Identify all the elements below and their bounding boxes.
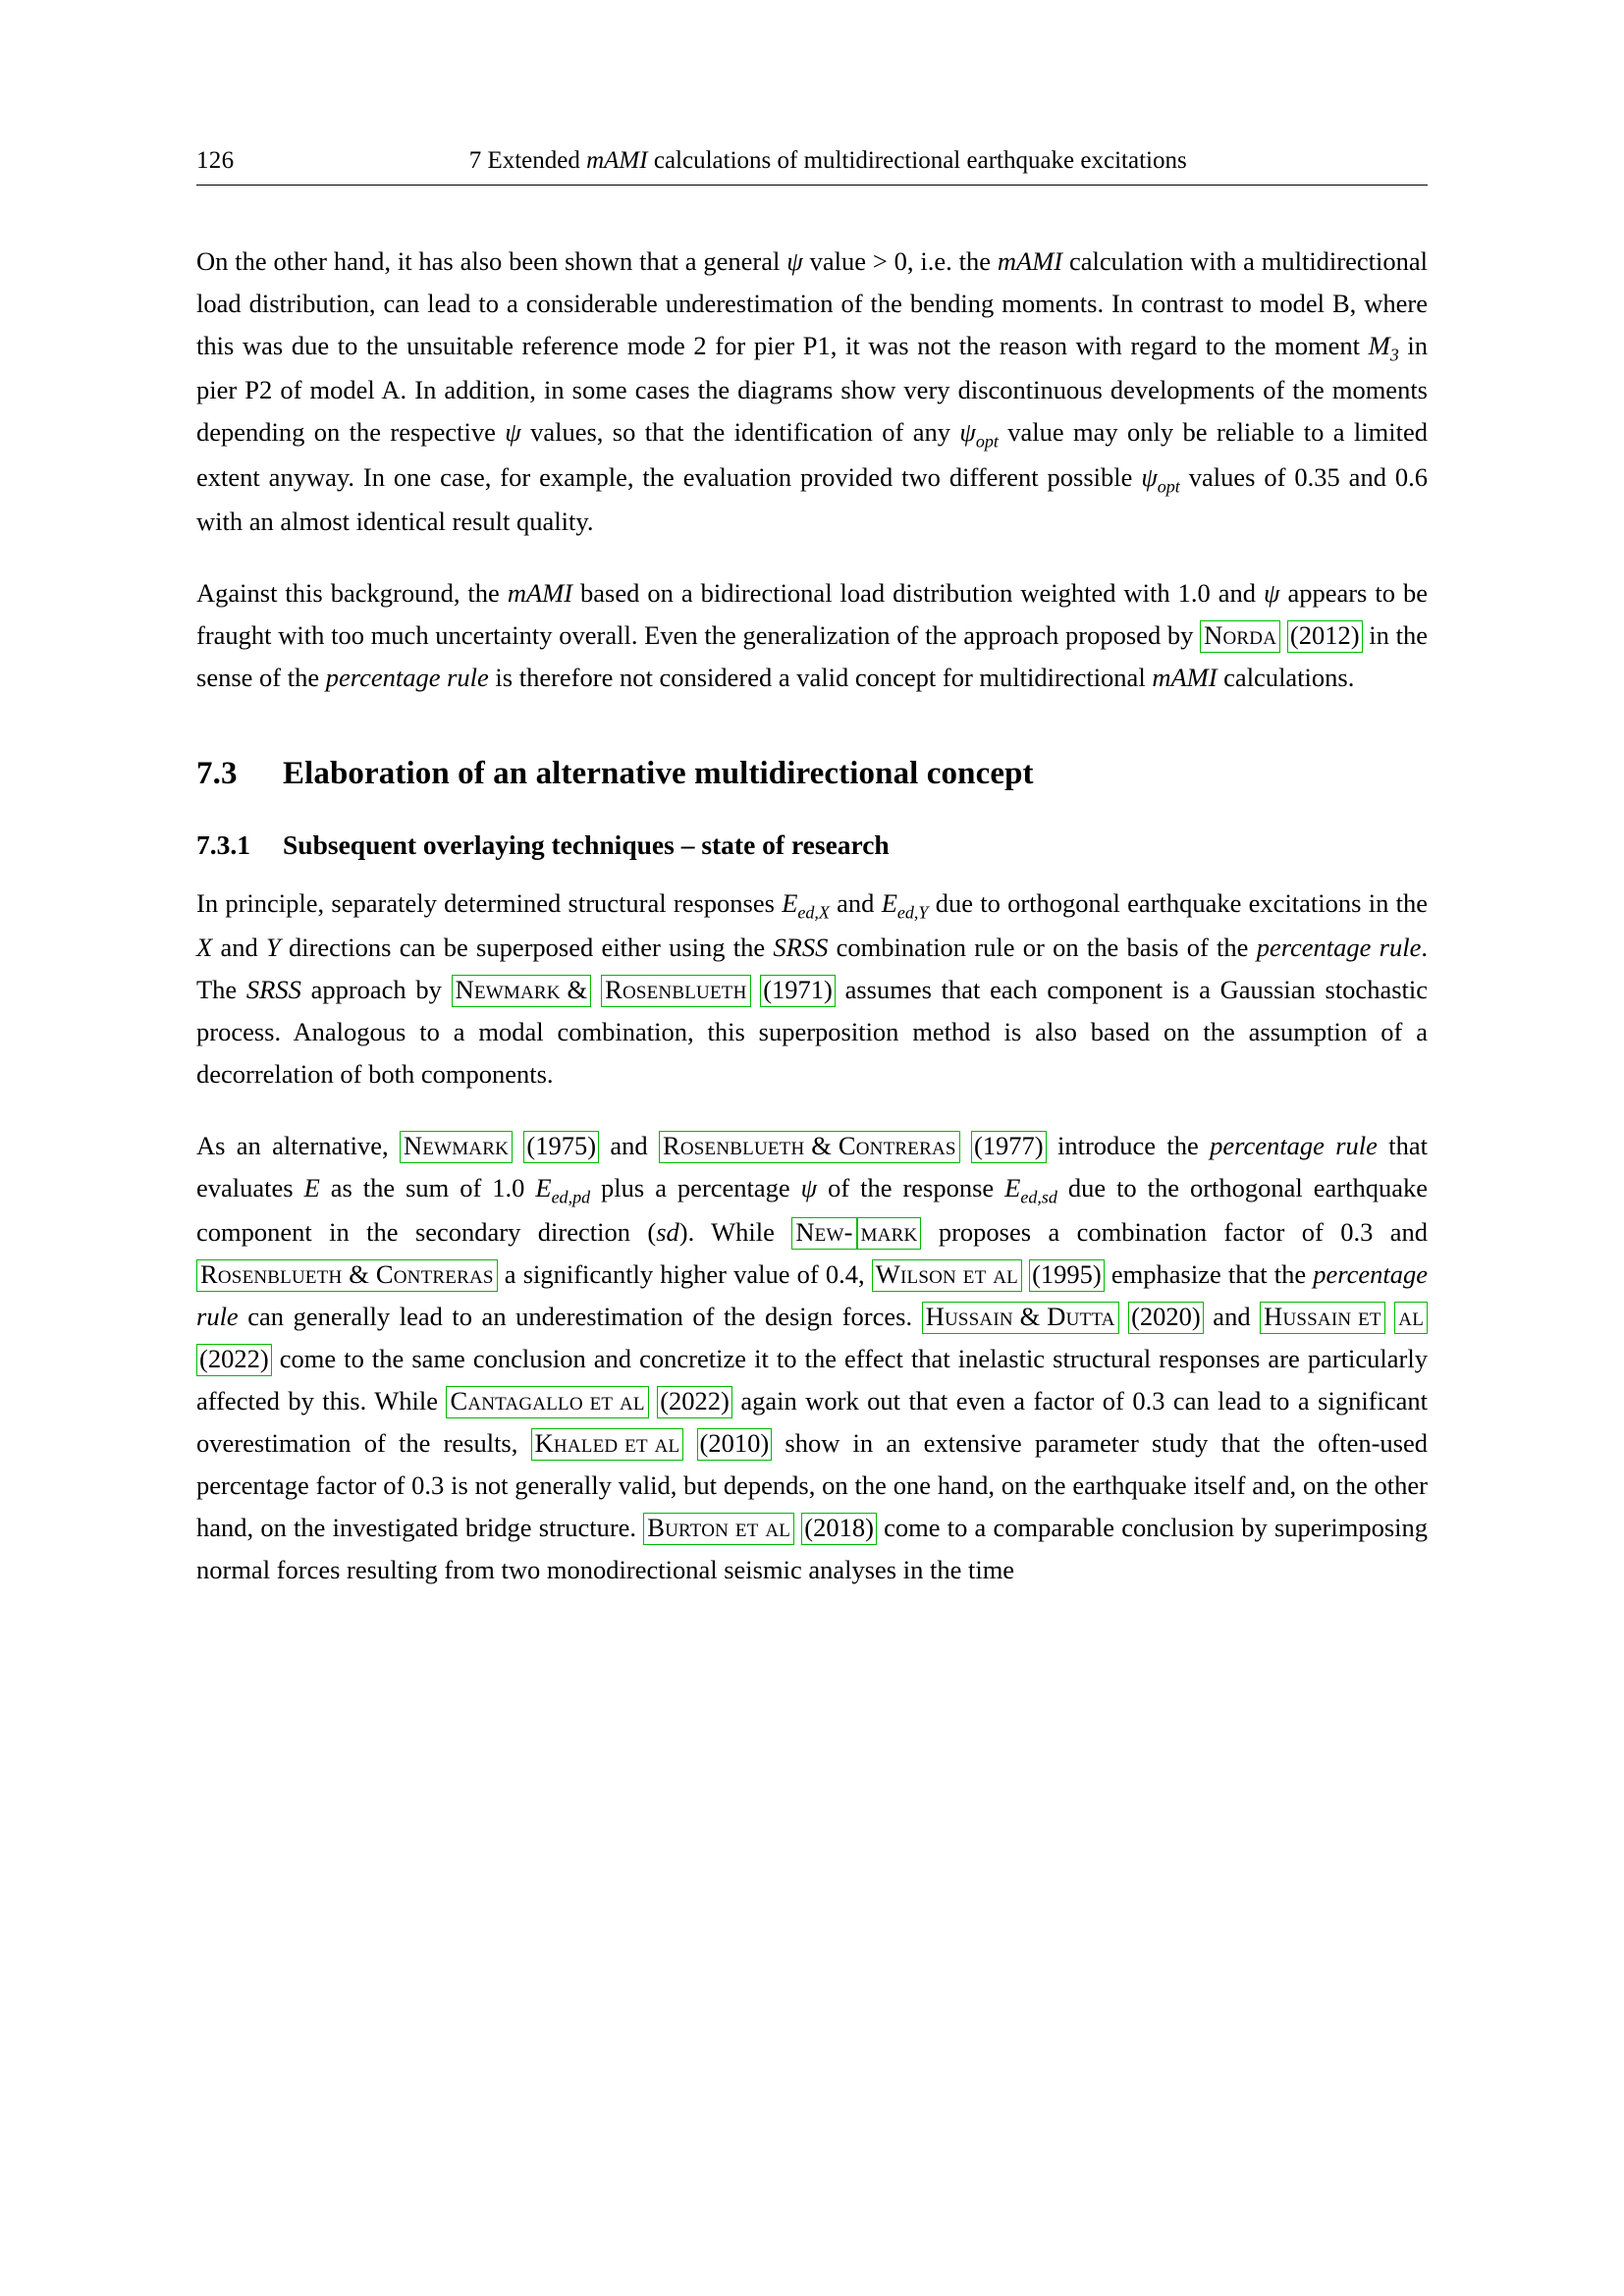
text-run: Against this background, the — [196, 578, 508, 609]
text-run: combination rule or on the basis of the — [828, 933, 1257, 963]
text-run: value may only be reliable to a limited extent anyway. In one case, for example, the evaluation provided two different possible — [196, 417, 1428, 492]
text-run: and — [599, 1131, 659, 1161]
citation-link-hussain-dutta[interactable]: Hussain & Dutta — [922, 1302, 1119, 1334]
math-m: M — [1368, 330, 1390, 360]
citation-link-khaled[interactable]: Khaled et al — [531, 1428, 684, 1461]
term-percentage-rule: percentage rule — [1210, 1131, 1378, 1161]
text-run: as the sum of 1.0 — [319, 1172, 536, 1202]
text-run: directions can be superposed either using the — [280, 933, 774, 963]
text-run: calculation with a multidirectional load distribution, can lead to a considerable underestimation of the bending moments. In contrast to model B, where this was due to the unsuitable reference mode 2 for pier P1, it was not the reason with regard to the moment — [196, 246, 1428, 360]
citation-year-2022[interactable]: (2022) — [196, 1344, 272, 1376]
text-run: emphasize that the — [1104, 1259, 1314, 1290]
math-psi-opt — [959, 417, 999, 452]
text-run: show in an extensive parameter study that the often-used percentage factor of 0.3 is not generally valid, but depends, on the one hand, on the earthquake itself and, on the other hand, on the investigated bridge structure. — [196, 1428, 1429, 1542]
math-psi-sub: opt — [975, 431, 999, 452]
text-run: . The — [196, 933, 1428, 1005]
paragraph-1 — [196, 240, 1428, 543]
citation-year-1975[interactable]: (1975) — [523, 1131, 599, 1163]
math-e-sub: ed,pd — [551, 1187, 591, 1207]
text-run: that evaluates — [196, 1131, 1428, 1202]
math-e-sub: ed,sd — [1020, 1187, 1057, 1207]
text-run: On the other hand, it has also been shown that a general — [196, 246, 787, 276]
math-mami: mAMI — [1152, 662, 1218, 692]
subsection-title: Subsequent overlaying techniques – state of research — [283, 828, 890, 860]
text-run: values of 0.35 and 0.6 with an almost identical result quality. — [196, 461, 1428, 537]
citation-year-2010[interactable]: (2010) — [697, 1428, 773, 1461]
math-e-sub: ed,Y — [896, 902, 929, 923]
text-run: approach by — [300, 975, 452, 1005]
text-run: introduce the — [1046, 1131, 1211, 1161]
text-run: due to orthogonal earthquake excitations in the — [928, 887, 1428, 918]
text-run: value > 0, i.e. the — [802, 246, 998, 276]
paragraph-4 — [196, 1125, 1428, 1591]
math-mami: mAMI — [507, 578, 573, 609]
paragraph-2 — [196, 572, 1428, 699]
term-srss: SRSS — [245, 975, 301, 1005]
term-percentage-rule: percentage rule — [196, 1259, 1428, 1332]
text-run: As an alternative, — [196, 1131, 400, 1161]
text-run: come to the same conclusion and concretize it to the effect that inelastic structural responses are particularly affected by this. While — [196, 1344, 1428, 1416]
term-percentage-rule: percentage rule — [325, 662, 489, 692]
citation-link-newmark-2[interactable]: New- — [791, 1217, 856, 1250]
math-psi: ψ — [1263, 578, 1280, 609]
text-run: due to the orthogonal earthquake component in the secondary direction ( — [196, 1172, 1428, 1248]
text-run: assumes that each component is a Gaussian stochastic process. Analogous to a modal combination, this superposition method is also based on the assumption of a decorrelation of both components. — [196, 975, 1429, 1090]
math-psi: ψ — [800, 1172, 818, 1202]
math-psi: ψ — [505, 417, 521, 448]
math-e: E — [303, 1172, 320, 1202]
math-psi-sub: opt — [1157, 476, 1180, 496]
citation-year-2012[interactable]: (2012) — [1287, 620, 1363, 653]
citation-link-norda[interactable]: Norda — [1200, 620, 1280, 653]
text-run: again work out that even a factor of 0.3 can lead to a significant overestimation of the results, — [196, 1386, 1429, 1459]
text-run: and — [1203, 1302, 1261, 1332]
text-run: calculations. — [1217, 662, 1355, 692]
math-psi-opt — [1141, 461, 1180, 496]
math-eedsd — [1004, 1172, 1057, 1207]
paragraph-3 — [196, 882, 1428, 1095]
math-y: Y — [265, 933, 281, 963]
text-run: come to a comparable conclusion by superimposing normal forces resulting from two monodirectional seismic analyses in the time — [196, 1512, 1428, 1584]
math-psi: ψ — [786, 246, 803, 276]
math-e-sub: ed,X — [797, 902, 830, 923]
citation-link-cantagallo[interactable]: Cantagallo et al — [446, 1386, 648, 1418]
math-eedy — [881, 887, 929, 923]
subsection-number: 7.3.1 — [196, 828, 250, 860]
text-run: plus a percentage — [590, 1172, 801, 1202]
citation-year-1977[interactable]: (1977) — [971, 1131, 1047, 1163]
text-run: values, so that the identification of any — [520, 417, 960, 448]
math-psi: ψ — [1141, 461, 1158, 492]
citation-link-hussain-etal[interactable]: Hussain et — [1260, 1302, 1385, 1334]
page-header — [196, 147, 1428, 186]
citation-link-rosenblueth-contreras-2[interactable]: Rosenblueth & Contreras — [196, 1259, 498, 1292]
text-run: a significantly higher value of 0.4, — [497, 1259, 872, 1290]
running-title-prefix: 7 Extended — [468, 147, 587, 174]
math-mami: mAMI — [997, 246, 1063, 276]
math-e: E — [1004, 1172, 1021, 1202]
math-e: E — [782, 887, 798, 918]
citation-year-2022b[interactable]: (2022) — [657, 1386, 732, 1418]
text-run: and — [829, 887, 882, 918]
math-m3 — [1368, 330, 1399, 365]
text-run: is therefore not considered a valid concept for multidirectional — [488, 662, 1153, 692]
math-sd: sd — [656, 1217, 679, 1248]
citation-link-burton[interactable]: Burton et al — [643, 1513, 794, 1545]
math-e: E — [535, 1172, 552, 1202]
citation-link-newmark-rosenblueth[interactable]: Newmark & — [452, 975, 592, 1007]
text-run: of the response — [817, 1172, 1005, 1202]
section-title: Elaboration of an alternative multidirectional concept — [283, 755, 1034, 791]
running-title-suffix: calculations of multidirectional earthquake excitations — [647, 147, 1187, 174]
text-run: and — [212, 933, 266, 963]
text-run: based on a bidirectional load distribution weighted with 1.0 and — [572, 578, 1264, 609]
math-eedx — [782, 887, 830, 923]
citation-link-rosenblueth-contreras[interactable]: Rosenblueth & Contreras — [659, 1131, 960, 1163]
citation-link-wilson[interactable]: Wilson et al — [872, 1259, 1022, 1292]
text-run: can generally lead to an underestimation of the design forces. — [238, 1302, 922, 1332]
text-run: in the sense of the — [196, 620, 1429, 692]
citation-year-1995[interactable]: (1995) — [1029, 1259, 1105, 1292]
term-srss: SRSS — [773, 933, 829, 963]
section-heading — [196, 756, 1428, 792]
running-title-math: mAMI — [586, 147, 648, 174]
citation-year-2020[interactable]: (2020) — [1128, 1302, 1204, 1334]
term-percentage-rule: percentage rule — [1256, 933, 1422, 963]
citation-link-newmark-2-cont[interactable]: mark — [857, 1217, 922, 1250]
section-number: 7.3 — [196, 755, 238, 791]
text-run: appears to be fraught with too much uncertainty overall. Even the generalization of the approach proposed by — [196, 578, 1428, 651]
citation-year-2018[interactable]: (2018) — [801, 1513, 877, 1545]
text-run: In principle, separately determined structural responses — [196, 887, 783, 918]
text-run: ). While — [678, 1217, 792, 1248]
running-title — [234, 147, 1428, 175]
citation-link-newmark[interactable]: Newmark — [400, 1131, 513, 1163]
text-run: in pier P2 of model A. In addition, in some cases the diagrams show very discontinuous developments of the moments depending on the respective — [196, 330, 1428, 448]
math-e: E — [881, 887, 897, 918]
citation-year-1971[interactable]: (1971) — [760, 975, 836, 1007]
math-m-sub: 3 — [1389, 345, 1399, 365]
page-number: 126 — [196, 147, 235, 174]
citation-link-newmark-rosenblueth-cont[interactable]: Rosenblueth — [601, 975, 750, 1007]
subsection-heading — [196, 829, 1428, 861]
math-psi: ψ — [959, 417, 976, 448]
math-eedpd — [535, 1172, 591, 1207]
citation-link-hussain-etal-cont[interactable]: al — [1394, 1302, 1428, 1334]
text-run: proposes a combination factor of 0.3 and — [921, 1217, 1428, 1248]
math-x: X — [196, 933, 213, 963]
